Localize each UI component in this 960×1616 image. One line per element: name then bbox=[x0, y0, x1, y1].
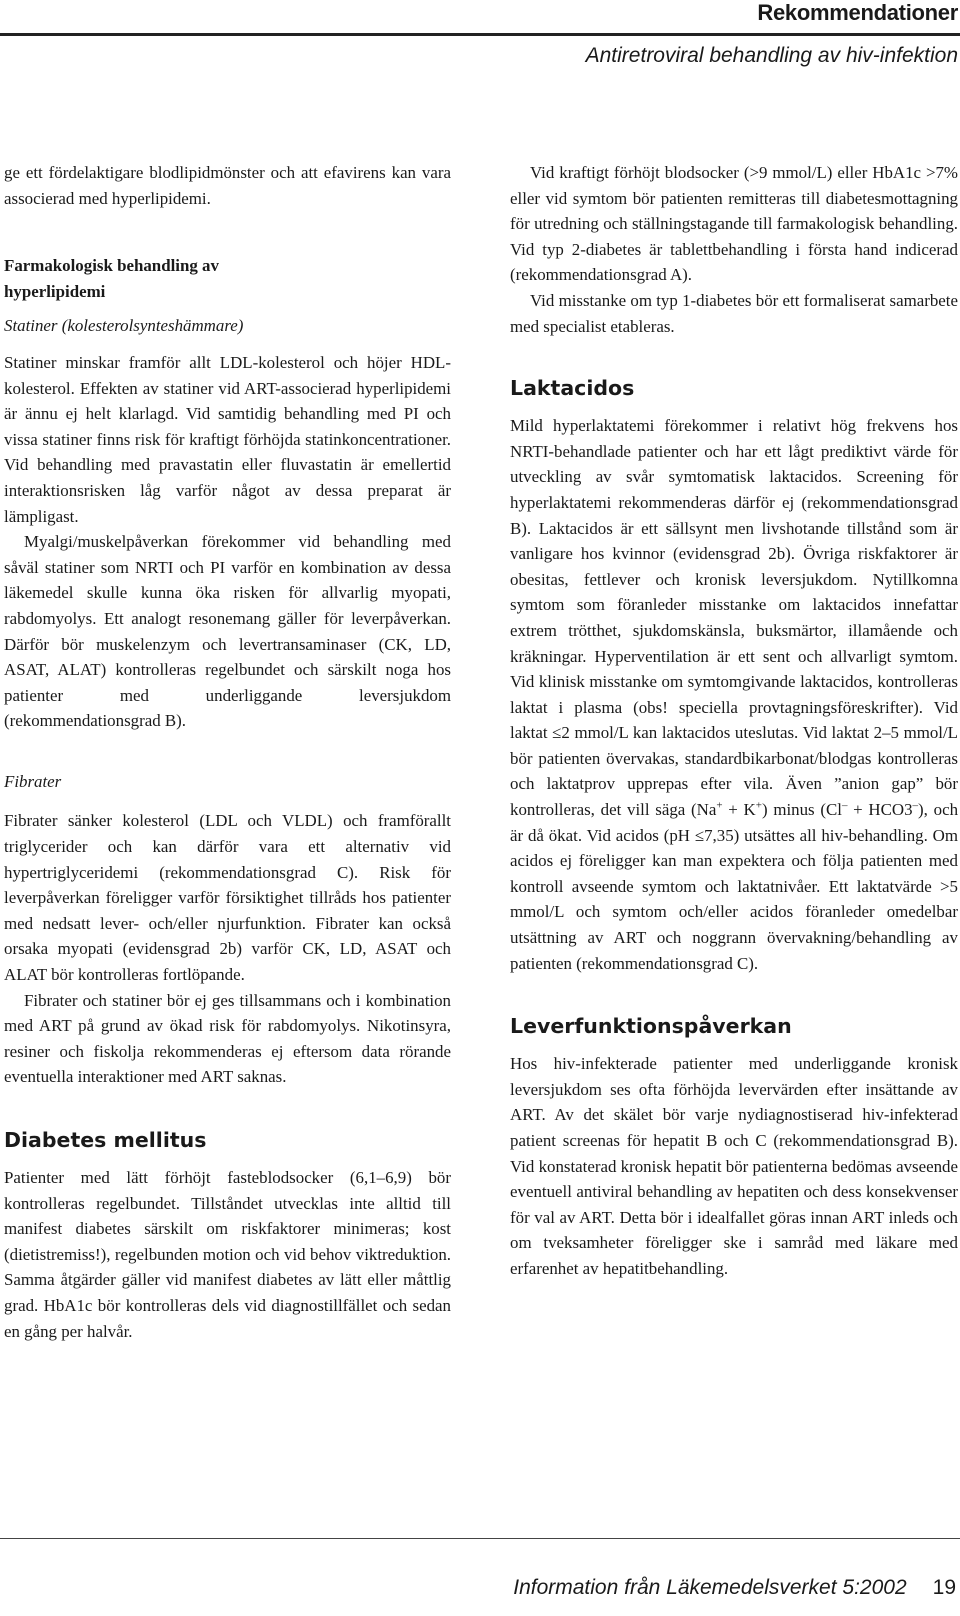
sup-plus-na: + bbox=[716, 799, 723, 812]
section-header: Rekommendationer bbox=[757, 0, 958, 25]
sup-plus-k: + bbox=[755, 799, 762, 812]
footer-rule bbox=[0, 1538, 960, 1539]
laktacidos-text-c: ) minus (Cl bbox=[761, 800, 842, 820]
heading-leverfunktion: Leverfunktionspåverkan bbox=[510, 1014, 792, 1039]
paragraph-laktacidos bbox=[510, 413, 958, 976]
heading-farmakologisk-2: hyperlipidemi bbox=[4, 281, 106, 301]
heading-diabetes: Diabetes mellitus bbox=[4, 1128, 207, 1152]
left-column bbox=[4, 160, 451, 1344]
sup-minus-cl: – bbox=[841, 799, 848, 812]
paragraph-fibrater-1: Fibrater sänker kolesterol (LDL och VLDL) och framförallt triglycerider och kan därför vara ett alternativ vid hypertriglyceridemi (rekommendationsgrad C). Risk för leverpåverkan föreligger varför försiktighet tillråds hos patienter med nedsatt lever- och/eller njurfunktion. Fibrater kan också orsaka myopati (evidensgrad 2b) varför CK, LD, ASAT och ALAT bör kontrolleras fortlöpande. bbox=[4, 811, 451, 985]
paragraph-myalgi: Myalgi/muskelpåverkan förekommer vid behandling med såväl statiner som NRTI och PI varför en kombination av dessa läkemedel skulle kunna öka risken för allvarlig myopati, rabdomyolys. Ett analogt resonemang gäller för leverpåverkan. Därför bör muskelenzym och levertransaminaser (CK, LD, ASAT, ALAT) kontrolleras regelbundet och särskilt noga hos patienter med underliggande leversjukdom (rekommendationsgrad B). bbox=[4, 532, 451, 731]
heading-statiner: Statiner (kolesterolsynteshämmare) bbox=[4, 316, 244, 336]
sup-minus-hco3: – bbox=[912, 799, 919, 812]
paragraph-typ1: Vid misstanke om typ 1-diabetes bör ett formaliserat samarbete med specialist etableras. bbox=[510, 290, 958, 336]
laktacidos-text-d: + HCO3 bbox=[847, 800, 913, 820]
paragraph-statiner: Statiner minskar framför allt LDL-kolesterol och höjer HDL-kolesterol. Effekten av statiner vid ART-associerad hyperlipidemi är ännu ej helt klarlagd. Vid samtidig behandling med PI och vissa statiner finns risk för kraftigt förhöjda statinkoncentrationer. Vid behandling med pravastatin eller fluvastatin är emellertid interaktionsrisken låg varför något av dessa preparat är lämpligast. bbox=[4, 352, 451, 526]
header-rule bbox=[0, 33, 960, 36]
heading-farmakologisk-1: Farmakologisk behandling av bbox=[4, 256, 219, 276]
footer bbox=[513, 1576, 956, 1600]
paragraph-diabetes: Patienter med lätt förhöjt fasteblodsocker (6,1–6,9) bör kontrolleras regelbundet. Tillståndet utvecklas inte alltid till manifest diabetes särskilt om riskfaktorer minimeras; kost (dietistremiss!), regelbunden motion och vid behov viktreduktion. Samma åtgärder gäller vid manifest diabetes av lätt eller måttlig grad. HbA1c bör kontrolleras dels vid diagnostillfället och sedan en gång per halvår. bbox=[4, 1168, 451, 1341]
footer-publication: Information från Läkemedelsverket 5:2002 bbox=[513, 1576, 907, 1599]
document-subtitle: Antiretroviral behandling av hiv-infektion bbox=[585, 44, 958, 67]
laktacidos-text-e: ), och är då ökat. Vid acidos (pH ≤7,35) utsättes all hiv-behandling. Om acidos ej föreligger kan man expektera och följa patienten med kontroll avseende symtom och laktatnivåer. Ett laktatvärde >5 mmol/L och symtom och/eller acidos föranleder omedelbar utsättning av ART och noggrann övervakning/behandling av patienten (rekommendationsgrad C). bbox=[510, 800, 959, 973]
laktacidos-text-a: Mild hyperlaktatemi förekommer i relativt hög frekvens hos NRTI-behandlade patienter och har ett lågt prediktivt värde för utveckling av svår symtomatisk laktacidos. Screening för hyperlaktatemi rekommenderas därför ej (rekommendationsgrad B). Laktacidos är ett sällsynt men livshotande tillstånd som är vanligare hos kvinnor (evidensgrad 2b). Övriga riskfaktorer är obesitas, fettlever och kronisk leversjukdom. Nytillkomna symtom som föranleder misstanke om laktacidos innefattar extrem trötthet, sjukdomskänsla, buksmärtor, illamående och kräkningar. Hyperventilation är ett sent och allvarligt symtom. Vid klinisk misstanke om symtomgivande laktacidos, kontrolleras laktat i plasma (obs! speciella provtagningsföreskrifter). Vid laktat ≤2 mmol/L kan laktacidos uteslutas. Vid laktat 2–5 mmol/L bör patienten övervakas, standardbikarbonat/blodgas kontrolleras och laktatprov upprepas efter vila. Även ”anion gap” bör kontrolleras, det vill säga (Na bbox=[510, 416, 958, 820]
paragraph-fibrater-2: Fibrater och statiner bör ej ges tillsammans och i kombination med ART på grund av ökad risk för rabdomyolys. Nikotinsyra, resiner och fiskolja rekommenderas ej eftersom data rörande eventuella interaktioner med ART saknas. bbox=[4, 990, 451, 1087]
laktacidos-text-b: + K bbox=[722, 800, 756, 820]
paragraph-blodsocker: Vid kraftigt förhöjt blodsocker (>9 mmol/L) eller HbA1c >7% eller vid symtom bör patienten remitteras till diabetesmottagning för utredning och ställningstagande till farmakologisk behandling. Vid typ 2-diabetes är tablettbehandling i första hand indicerad (rekommendationsgrad A). bbox=[510, 163, 958, 285]
right-column bbox=[510, 160, 958, 1282]
page-number: 19 bbox=[932, 1576, 956, 1599]
heading-fibrater: Fibrater bbox=[4, 771, 62, 791]
paragraph-leverfunktion: Hos hiv-infekterade patienter med underliggande kronisk leversjukdom ses ofta förhöjda levervärden efter insättande av ART. Av det skälet bör varje nydiagnostiserad hiv-infekterad patient screenas för hepatit B och C (rekommendationsgrad B). Vid konstaterad kronisk hepatit bör patienterna bedömas avseende eventuell antiviral behandling av hepatiten och dess konsekvenser för val av ART. Detta bör i idealfallet göras innan ART inleds och om tveksamheter föreligger ske i samråd med läkare med erfarenhet av hepatitbehandling. bbox=[510, 1054, 958, 1278]
heading-laktacidos: Laktacidos bbox=[510, 376, 635, 401]
paragraph-intro: ge ett fördelaktigare blodlipidmönster och att efavirens kan vara associerad med hyperlipidemi. bbox=[4, 163, 451, 208]
